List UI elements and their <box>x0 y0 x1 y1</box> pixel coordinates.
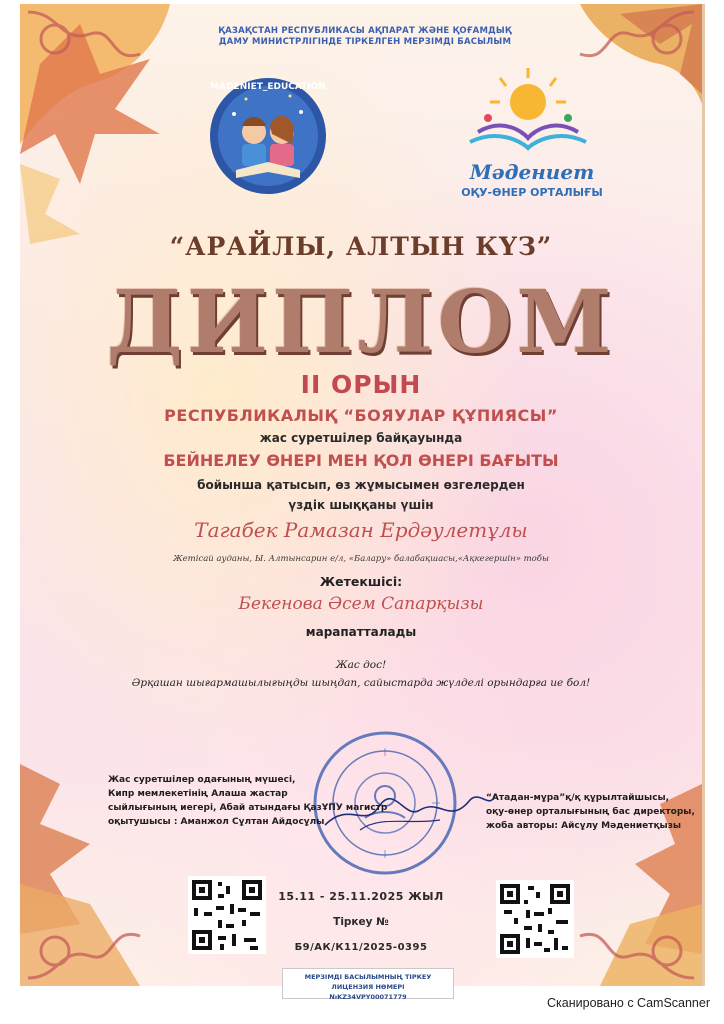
left-signatory-line-4: оқытушысы : Аманжол Сұлтан Айдосұлы <box>108 817 325 827</box>
right-signatory-block <box>486 791 706 833</box>
greeting-line-1: Жас дос! <box>335 659 387 671</box>
left-signatory-block <box>108 773 388 829</box>
recipient-school: Жетісай ауданы, Ы. Алтынсарин е/л, «Балару» балабақшасы,«Ақкегершін» тобы <box>173 554 549 564</box>
direction-label: БЕЙНЕЛЕУ ӨНЕРІ МЕН ҚОЛ ӨНЕРІ БАҒЫТЫ <box>163 451 559 470</box>
logo-left-text: MADENIET_EDUCATION <box>210 82 326 92</box>
place-label: II ОРЫН <box>300 370 422 399</box>
contest-name: РЕСПУБЛИКАЛЫҚ “БОЯУЛАР ҚҰПИЯСЫ” <box>164 406 558 425</box>
body-line-4: үздік шыққаны үшін <box>288 498 434 512</box>
registration-label: Тіркеу № <box>333 916 389 928</box>
leader-name: Бекенова Әсем Сапарқызы <box>238 594 484 614</box>
recipient-name: Тагабек Рамазан Ердәулетұлы <box>194 518 528 542</box>
contest-line-2: жас суретшілер байқауында <box>259 431 463 445</box>
logo-right-subtitle: ОҚУ-ӨНЕР ОРТАЛЫҒЫ <box>461 186 603 199</box>
license-line-1: МЕРЗІМДІ БАСЫЛЫМНЫҢ ТІРКЕУ ЛИЦЕНЗИЯ НӨМЕРІ <box>304 973 432 991</box>
left-signatory-line-1: Жас суретшілер одағының мүшесі, <box>108 775 296 785</box>
logo-right-title: Мәдениет <box>469 160 595 184</box>
diploma-heading: ДИПЛОМ <box>106 272 616 373</box>
left-signatory-line-2: Кипр мемлекетінің Алаша жастар <box>108 789 288 799</box>
right-signatory-line-1: “Атадан-мұра”қ/қ құрылтайшысы, <box>486 793 670 803</box>
sun-book-logo-icon <box>448 62 608 158</box>
leader-label: Жетекшісі: <box>319 574 403 589</box>
ministry-line-2: ДАМУ МИНИСТРЛІГІНДЕ ТІРКЕЛГЕН МЕРЗІМДІ БАСЫЛЫМ <box>218 37 512 47</box>
license-line-2: №KZ34VPY00071779 <box>329 993 407 1001</box>
scanner-watermark: Сканировано с CamScanner <box>547 996 710 1010</box>
right-signatory-line-3: жоба авторы: Айсұлу Мәдениетқызы <box>486 821 682 831</box>
diploma-sheet <box>20 4 705 1001</box>
event-dates: 15.11 - 25.11.2025 ЖЫЛ <box>278 890 444 903</box>
ministry-header <box>210 26 520 48</box>
madeniet-education-logo <box>206 74 330 198</box>
body-line-3: бойынша қатысып, өз жұмысымен өзгелерден <box>197 478 525 492</box>
registration-number: Б9/АК/К11/2025-0395 <box>294 942 428 953</box>
right-signatory-line-2: оқу-өнер орталығының бас директоры, <box>486 807 695 817</box>
ministry-line-1: ҚАЗАҚСТАН РЕСПУБЛИКАСЫ АҚПАРАТ ЖӘНЕ ҚОҒАМДЫҚ <box>218 26 512 36</box>
festival-title: “АРАЙЛЫ, АЛТЫН КҮЗ” <box>169 232 553 261</box>
greeting-line-2: Әрқашан шығармашылығыңды шыңдап, сайыстарда жүлделі орындарға ие бол! <box>131 677 591 689</box>
logo-circle-icon <box>206 74 330 198</box>
left-signatory-line-3: сыйлығының иегері, Абай атындағы ҚазҰПУ магистр <box>108 803 388 813</box>
awarded-label: марапатталады <box>305 625 417 639</box>
license-box <box>282 968 454 999</box>
